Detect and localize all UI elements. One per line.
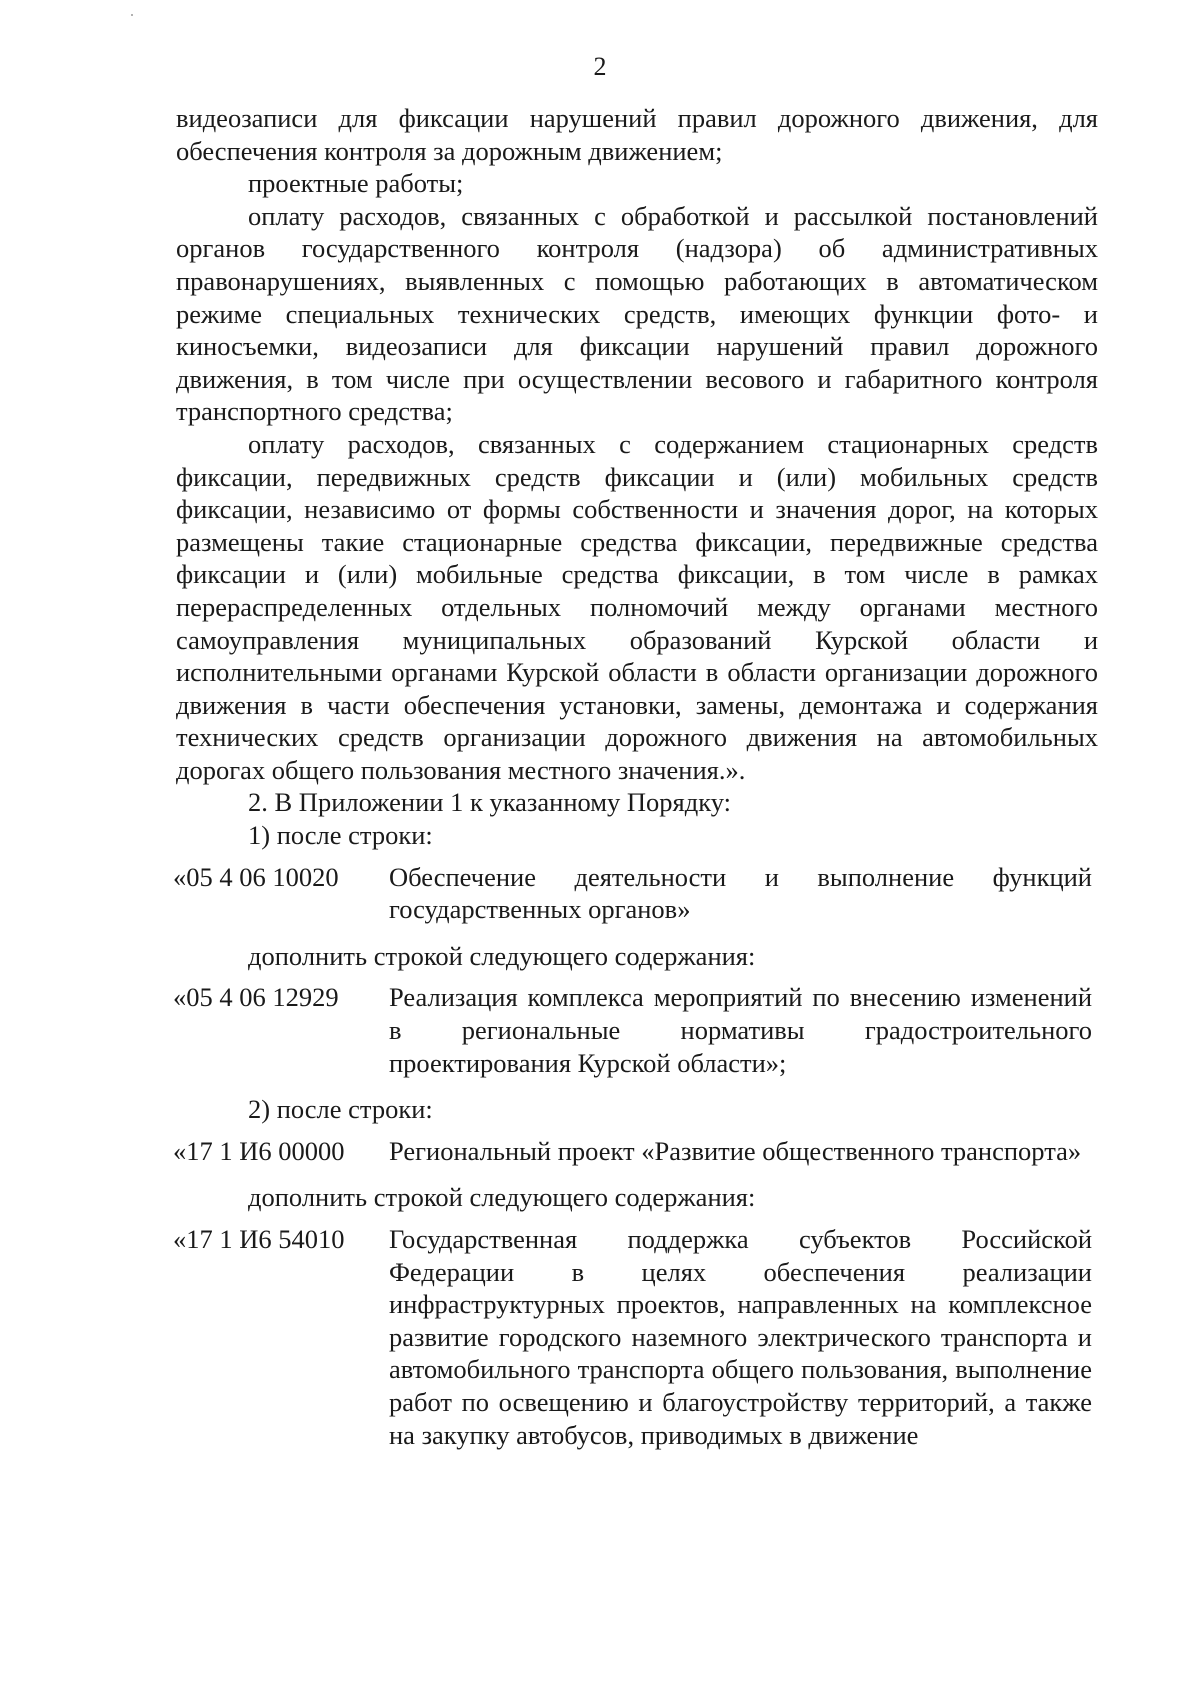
paragraph-video-recording: видеозаписи для фиксации нарушений правил дорожного движения, для обеспечения контроля за дорожным движением; [176,103,1098,166]
budget-row-1 [173,861,1098,926]
paragraph-after-line-2: 2) после строки: [248,1094,433,1125]
budget-description: Обеспечение деятельности и выполнение функций государственных органов» [389,861,1092,925]
paragraph-maintenance-expenses: оплату расходов, связанных с содержанием стационарных средств фиксации, передвижных средств фиксации и (или) мобильных средств фиксации, независимо от формы собственности и значения дорог, на которых размещены такие стационарные средства фиксации, передвижные средства фиксации и (или) мобильные средства фиксации, в том числе в рамках перераспределенных отдельных полномочий между органами местного самоуправления муниципальных образований Курской области и исполнительными органами Курской области в области организации дорожного движения в части обеспечения установки, замены, демонтажа и содержания технических средств организации дорожного движения на автомобильных дорогах общего пользования местного значения.». [176,428,1098,785]
page-number: 2 [593,52,607,81]
budget-code: «17 1 И6 54010 [173,1224,345,1254]
paragraph-processing-expenses: оплату расходов, связанных с обработкой и рассылкой постановлений органов государственного контроля (надзора) об административных правонарушениях, выявленных с помощью работающих в автоматическом режиме специальных технических средств, имеющих функции фото- и киносъемки, видеозаписи для фиксации нарушений правил дорожного движения, в том числе при осуществлении весового и габаритного контроля транспортного средства; [176,200,1098,427]
scan-speck [131,14,133,16]
budget-row-4 [173,1223,1098,1451]
supplement-instruction-1: дополнить строкой следующего содержания: [248,940,756,971]
paragraph-design-work: проектные работы; [248,168,464,199]
document-body [173,102,1098,1465]
budget-row-2 [173,981,1098,1079]
budget-code: «05 4 06 10020 [173,861,339,892]
budget-description: Региональный проект «Развитие общественного транспорта» [389,1135,1082,1166]
budget-code: «05 4 06 12929 [173,982,339,1013]
budget-description: Государственная поддержка субъектов Российской Федерации в целях обеспечения реализации инфраструктурных проектов, направленных на комплексное развитие городского наземного электрического транспорта и автомобильного транспорта общего пользования, выполнение работ по освещению и благоустройству территорий, а также на закупку автобусов, приводимых в движение [389,1224,1092,1450]
paragraph-appendix-item: 2. В Приложении 1 к указанному Порядку: [248,787,731,818]
budget-row-3 [173,1135,1098,1168]
supplement-instruction-2: дополнить строкой следующего содержания: [248,1182,756,1213]
budget-description: Реализация комплекса мероприятий по внесению изменений в региональные нормативы градостроительного проектирования Курской области»; [389,982,1092,1078]
paragraph-after-line-1: 1) после строки: [248,820,433,851]
budget-code: «17 1 И6 00000 [173,1135,345,1166]
